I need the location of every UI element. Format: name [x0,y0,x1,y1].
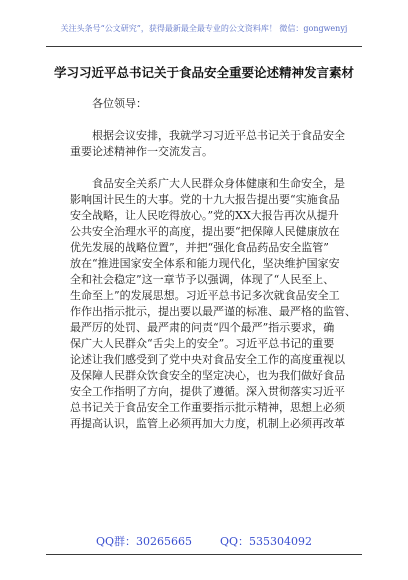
paragraph-line: 放在“推进国家安全体系和能力现代化，坚决维护国家安 [70,257,340,270]
paragraph-line: 食品安全关系广大人民群众身体健康和生命安全，是 [92,177,345,190]
document-body [70,96,356,448]
paragraph-line: 影响国计民生的大事。党的十九大报告提出要“实施食品 [70,193,340,206]
paragraph-line: 重要论述精神作一交流发言。 [70,145,213,158]
paragraph-2 [70,176,356,432]
qq-number: QQ：535304092 [220,535,313,548]
paragraph-line: 总书记关于食品安全工作重要指示批示精神，思想上必须 [70,401,345,414]
paragraph-line: 作作出指示批示，提出要以最严谨的标准、最严格的监管、 [70,305,356,318]
footer-divider [46,554,362,555]
paragraph-line: 根据会议安排，我就学习习近平总书记关于食品安全 [92,129,345,142]
paragraph-line: 生命至上”的发展思想。习近平总书记多次就食品安全工 [70,289,340,302]
header-divider [46,46,362,47]
paragraph-line: 全和社会稳定”这一章节予以强调，体现了“人民至上、 [70,273,335,286]
paragraph-line: 公共安全治理水平的高度，提出要“把保障人民健康放在 [70,225,340,238]
paragraph-line: 再提高认识，监管上必须再加大力度，机制上必须再改革 [70,417,345,430]
qq-group-number: QQ群：30265665 [95,535,192,548]
salutation: 各位领导： [92,97,147,110]
page-footer [0,536,408,548]
paragraph-line: 及保障人民群众饮食安全的坚定决心，也为我们做好食品 [70,369,345,382]
paragraph-line: 安全工作指明了方向，提供了遵循。深入贯彻落实习近平 [70,385,345,398]
paragraph-line: 保广大人民群众“舌尖上的安全”。习近平总书记的重要 [70,337,335,350]
paragraph-line: 最严厉的处罚、最严肃的问责“四个最严”指示要求，确 [70,321,335,334]
paragraph-1 [70,128,350,160]
paragraph-line: 安全战略，让人民吃得放心。”党的XX大报告再次从提升 [70,209,339,222]
document-title: 学习习近平总书记关于食品安全重要论述精神发言素材 [53,65,354,80]
paragraph-line: 论述让我们感受到了党中央对食品安全工作的高度重视以 [70,353,345,366]
page-header: 关注头条号“公文研究”，获得最新最全最专业的公文资料库！ 微信：gongwenyj [60,24,348,33]
paragraph-line: 优先发展的战略位置”，并把“强化食品药品安全监管” [70,241,329,254]
